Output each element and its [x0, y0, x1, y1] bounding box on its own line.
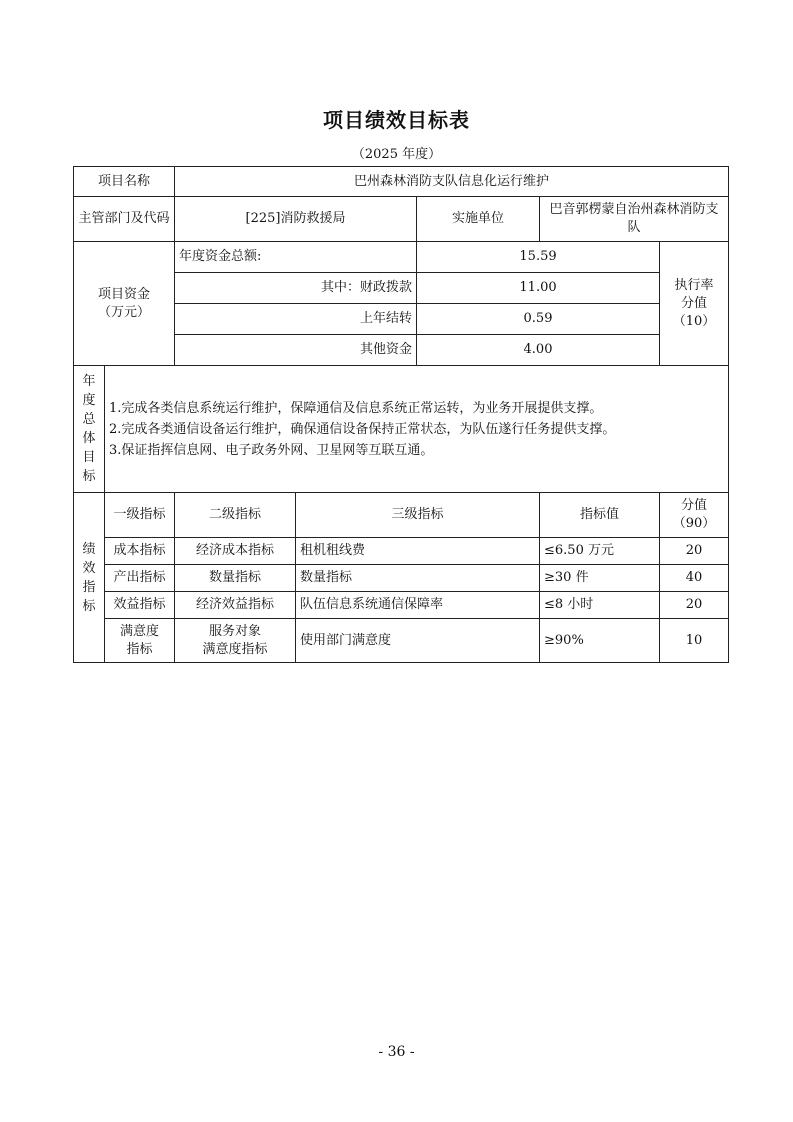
- funds-fiscal-value: 11.00: [417, 273, 660, 304]
- rate-line2: 分值: [681, 295, 708, 311]
- goal-label-char: 目: [82, 450, 96, 465]
- indicator-row: [74, 592, 729, 619]
- indicator-level3: 数量指标: [296, 565, 540, 592]
- indicator-score: 40: [660, 565, 729, 592]
- indicator-level1: [105, 619, 175, 663]
- indicator-score: 20: [660, 592, 729, 619]
- indicator-level1-line1: 满意度: [120, 623, 160, 639]
- header-level3: 三级指标: [296, 493, 540, 538]
- annual-goals-label: [74, 366, 105, 493]
- indicator-level2: 经济效益指标: [175, 592, 296, 619]
- project-name-row: [74, 167, 729, 197]
- header-level1: 一级指标: [105, 493, 175, 538]
- indicator-level2: 经济成本指标: [175, 538, 296, 565]
- dept-value: [225]消防救援局: [175, 197, 417, 242]
- funds-other-label: 其他资金: [175, 335, 417, 366]
- indicator-row: [74, 538, 729, 565]
- header-score-line1: 分值: [681, 498, 708, 513]
- page-number: - 36 -: [378, 1044, 415, 1060]
- goal-item: 1.完成各类信息系统运行维护，保障通信及信息系统正常运转，为业务开展提供支撑。: [109, 400, 603, 416]
- indicator-value: ≤8 小时: [540, 592, 660, 619]
- rate-line1: 执行率: [674, 277, 714, 293]
- funds-other-value: 4.00: [417, 335, 660, 366]
- indicator-level1-line2: 指标: [126, 641, 153, 657]
- impl-unit-label: 实施单位: [417, 197, 540, 242]
- perf-label-char: 绩: [82, 541, 96, 557]
- indicator-level3: 队伍信息系统通信保障率: [296, 592, 540, 619]
- header-score-line2: （90）: [672, 516, 716, 531]
- funds-total-row: [74, 242, 729, 273]
- dept-row: [74, 197, 729, 242]
- funds-fiscal-label: 其中：财政拨款: [175, 273, 417, 304]
- indicator-level2: [175, 619, 296, 663]
- indicator-score: 20: [660, 538, 729, 565]
- indicator-value: ≥30 件: [540, 565, 660, 592]
- indicator-level3: 租机租线费: [296, 538, 540, 565]
- indicator-level2: 数量指标: [175, 565, 296, 592]
- indicator-row: [74, 565, 729, 592]
- goal-item: 2.完成各类通信设备运行维护，确保通信设备保持正常状态，为队伍遂行任务提供支撑。: [109, 421, 616, 437]
- indicator-level2-line2: 满意度指标: [202, 641, 268, 657]
- indicator-value: ≤6.50 万元: [540, 538, 660, 565]
- header-value: 指标值: [540, 493, 660, 538]
- perf-label-char: 效: [82, 560, 96, 576]
- execution-rate-score: [660, 242, 729, 366]
- annual-goals-row: [74, 366, 729, 493]
- rate-line3: （10）: [672, 313, 716, 329]
- goal-label-char: 总: [82, 412, 96, 427]
- goal-label-char: 年: [82, 374, 96, 389]
- funds-carryover-value: 0.59: [417, 304, 660, 335]
- dept-label: 主管部门及代码: [74, 197, 175, 242]
- goal-item: 3.保证指挥信息网、电子政务外网、卫星网等互联互通。: [109, 442, 434, 458]
- perf-label-char: 标: [82, 598, 96, 614]
- perf-indicators-label: [74, 493, 105, 663]
- page-title: 项目绩效目标表: [323, 108, 470, 132]
- funds-label-line2: （万元）: [98, 304, 151, 320]
- indicator-score: 10: [660, 619, 729, 663]
- performance-table: [73, 166, 729, 663]
- goal-label-char: 度: [82, 393, 96, 408]
- project-name-value: 巴州森林消防支队信息化运行维护: [175, 167, 729, 197]
- year-label: （2025 年度）: [351, 147, 442, 162]
- goal-label-char: 标: [82, 469, 96, 484]
- funds-label: [74, 242, 175, 366]
- perf-label-char: 指: [82, 579, 96, 595]
- funds-total-value: 15.59: [417, 242, 660, 273]
- indicator-level2-line1: 服务对象: [209, 623, 262, 639]
- funds-carryover-label: 上年结转: [175, 304, 417, 335]
- indicator-header-row: [74, 493, 729, 538]
- funds-label-line1: 项目资金: [98, 286, 151, 302]
- impl-unit-value: 巴音郭楞蒙自治州森林消防支队: [540, 197, 729, 242]
- indicator-level1: 效益指标: [105, 592, 175, 619]
- indicator-level1: 成本指标: [105, 538, 175, 565]
- indicator-level3: 使用部门满意度: [296, 619, 540, 663]
- goal-label-char: 体: [82, 431, 96, 446]
- project-name-label: 项目名称: [74, 167, 175, 197]
- annual-goals-content: [105, 366, 729, 493]
- header-score: [660, 493, 729, 538]
- funds-total-label: 年度资金总额:: [175, 242, 417, 273]
- indicator-value: ≥90%: [540, 619, 660, 663]
- indicator-row: [74, 619, 729, 663]
- header-level2: 二级指标: [175, 493, 296, 538]
- indicator-level1: 产出指标: [105, 565, 175, 592]
